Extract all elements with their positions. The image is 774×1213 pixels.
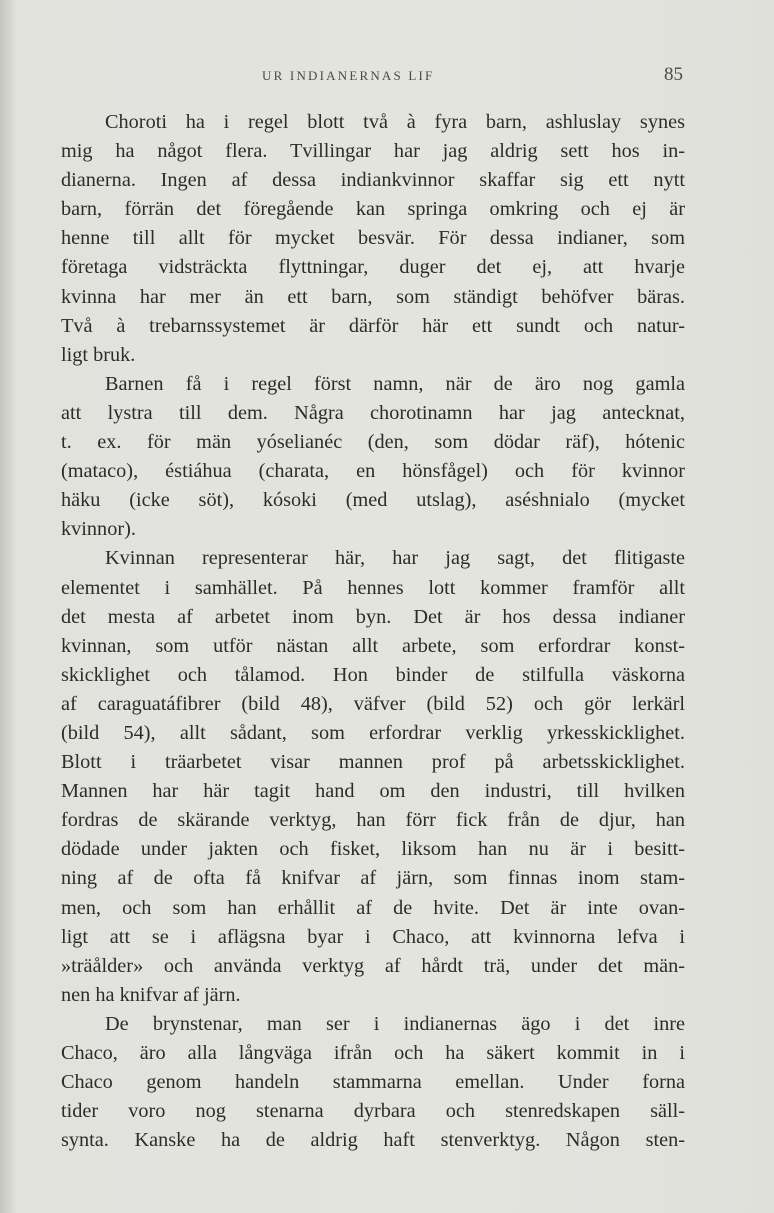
text-line: tider voro nog stenarna dyrbara och stenredskapen säll-: [61, 1100, 685, 1123]
text-line: dödade under jakten och fisket, liksom han nu är i besitt-: [61, 838, 685, 861]
running-title: UR INDIANERNAS LIF: [262, 68, 435, 83]
text-line: ning af de ofta få knifvar af järn, som finnas inom stam-: [61, 867, 685, 890]
text-line: t. ex. för män yóselianéc (den, som dödar räf), hótenic: [61, 431, 685, 454]
text-line: men, och som han erhållit af de hvite. Det är inte ovan-: [61, 896, 685, 919]
body-text: [61, 108, 685, 1155]
text-line: af caraguatáfibrer (bild 48), väfver (bild 52) och gör lerkärl: [61, 692, 685, 715]
text-line: häku (icke söt), kósoki (med utslag), aséshnialo (mycket: [61, 489, 685, 512]
text-line: skicklighet och tålamod. Hon binder de stilfulla väskorna: [61, 663, 685, 686]
text-line: De brynstenar, man ser i indianernas ägo i det inre: [105, 1012, 685, 1035]
text-line: (bild 54), allt sådant, som erfordrar verklig yrkesskicklighet.: [61, 721, 685, 744]
text-line: Choroti ha i regel blott två à fyra barn, ashluslay synes: [105, 111, 685, 133]
text-line: det mesta af arbetet inom byn. Det är hos dessa indianer: [61, 605, 685, 628]
text-line: nen ha knifvar af järn.: [61, 983, 241, 1006]
text-line: barn, förrän det föregående kan springa omkring och ej är: [61, 198, 685, 221]
text-line: ligt bruk.: [61, 343, 136, 366]
text-line: Chaco genom handeln stammarna emellan. Under forna: [61, 1071, 685, 1094]
text-line: ligt att se i aflägsna byar i Chaco, att kvinnorna lefva i: [61, 925, 685, 948]
text-line: Barnen få i regel först namn, när de äro nog gamla: [105, 372, 685, 395]
text-line: henne till allt för mycket besvär. För dessa indianer, som: [61, 227, 685, 250]
text-line: att lystra till dem. Några chorotinamn har jag antecknat,: [61, 401, 685, 424]
text-line: Chaco, äro alla långväga ifrån och ha säkert kommit in i: [61, 1042, 685, 1064]
running-head: [0, 66, 774, 88]
text-line: Två à trebarnssystemet är därför här ett sundt och natur-: [61, 314, 685, 337]
text-line: fordras de skärande verktyg, han förr fick från de djur, han: [61, 809, 685, 832]
text-line: synta. Kanske ha de aldrig haft stenverktyg. Någon sten-: [61, 1129, 685, 1152]
binding-shadow: [0, 0, 14, 1213]
text-line: kvinnan, som utför nästan allt arbete, som erfordrar konst-: [61, 634, 685, 657]
text-line: Mannen har här tagit hand om den industri, till hvilken: [61, 780, 685, 803]
text-line: (mataco), éstiáhua (charata, en hönsfågel) och för kvinnor: [61, 460, 685, 483]
text-line: dianerna. Ingen af dessa indiankvinnor skaffar sig ett nytt: [61, 169, 685, 192]
text-line: företaga vidsträckta flyttningar, duger det ej, att hvarje: [61, 256, 685, 279]
page-number: 85: [664, 64, 683, 85]
text-line: Blott i träarbetet visar mannen prof på arbetsskicklighet.: [61, 751, 685, 774]
text-line: elementet i samhället. På hennes lott kommer framför allt: [61, 576, 685, 599]
text-line: Kvinnan representerar här, har jag sagt, det flitigaste: [105, 547, 685, 570]
text-line: kvinnor).: [61, 518, 136, 541]
text-line: mig ha något flera. Tvillingar har jag aldrig sett hos in-: [61, 140, 685, 163]
text-line: kvinna har mer än ett barn, som ständigt behöfver bäras.: [61, 285, 685, 308]
text-line: »träålder» och använda verktyg af hårdt trä, under det män-: [61, 954, 685, 977]
